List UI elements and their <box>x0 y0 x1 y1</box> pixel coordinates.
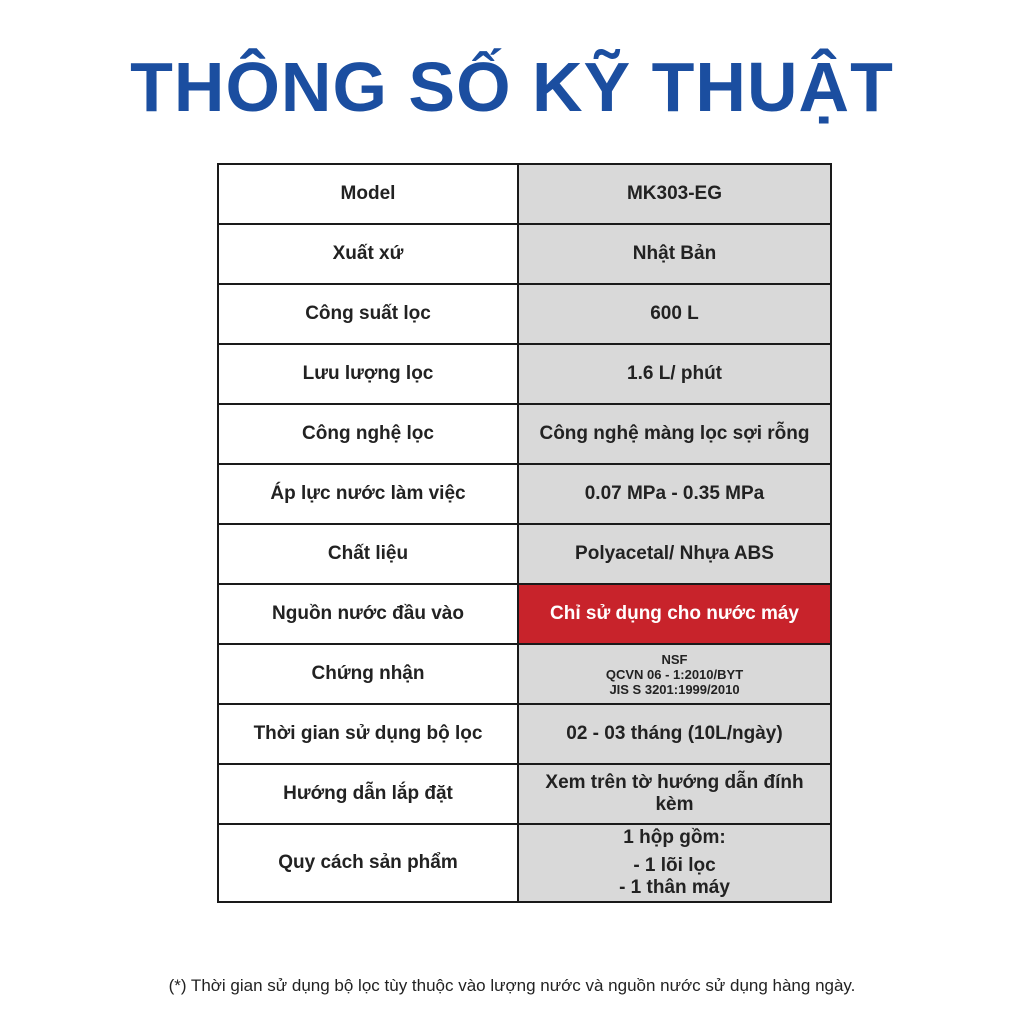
table-row <box>218 704 831 764</box>
row-label: Model <box>218 164 518 224</box>
table-row <box>218 404 831 464</box>
row-value: Polyacetal/ Nhựa ABS <box>518 524 831 584</box>
row-label: Chất liệu <box>218 524 518 584</box>
water-source-warning: Chỉ sử dụng cho nước máy <box>518 584 831 644</box>
row-label: Lưu lượng lọc <box>218 344 518 404</box>
table-row <box>218 764 831 824</box>
row-label: Công nghệ lọc <box>218 404 518 464</box>
table-row <box>218 824 831 902</box>
row-label: Chứng nhận <box>218 644 518 704</box>
table-row <box>218 284 831 344</box>
row-label: Xuất xứ <box>218 224 518 284</box>
row-label: Áp lực nước làm việc <box>218 464 518 524</box>
row-label: Hướng dẫn lắp đặt <box>218 764 518 824</box>
table-row <box>218 644 831 704</box>
page-title: THÔNG SỐ KỸ THUẬT <box>130 48 894 126</box>
package-line: 1 hộp gồm: <box>623 827 726 848</box>
certification-line: NSF <box>661 651 688 667</box>
certification-value <box>518 644 831 704</box>
spec-table <box>217 163 832 903</box>
table-row <box>218 224 831 284</box>
row-value: Nhật Bản <box>518 224 831 284</box>
footnote: (*) Thời gian sử dụng bộ lọc tùy thuộc vào lượng nước và nguồn nước sử dụng hàng ngày. <box>168 976 856 995</box>
row-value: 02 - 03 tháng (10L/ngày) <box>518 704 831 764</box>
row-value: Xem trên tờ hướng dẫn đính kèm <box>518 764 831 824</box>
certification-line: QCVN 06 - 1:2010/BYT <box>605 666 744 682</box>
row-label: Công suất lọc <box>218 284 518 344</box>
package-contents-value <box>518 824 831 902</box>
row-value: Công nghệ màng lọc sợi rỗng <box>518 404 831 464</box>
row-label: Nguồn nước đầu vào <box>218 584 518 644</box>
package-line: - 1 thân máy <box>619 877 730 898</box>
certification-line: JIS S 3201:1999/2010 <box>609 681 740 697</box>
row-label: Quy cách sản phẩm <box>218 824 518 902</box>
package-line: - 1 lõi lọc <box>633 855 716 876</box>
row-value: 600 L <box>518 284 831 344</box>
table-row <box>218 344 831 404</box>
table-row <box>218 524 831 584</box>
table-row <box>218 584 831 644</box>
row-value: 0.07 MPa - 0.35 MPa <box>518 464 831 524</box>
table-row <box>218 164 831 224</box>
row-value: MK303-EG <box>518 164 831 224</box>
table-row <box>218 464 831 524</box>
row-label: Thời gian sử dụng bộ lọc <box>218 704 518 764</box>
row-value: 1.6 L/ phút <box>518 344 831 404</box>
